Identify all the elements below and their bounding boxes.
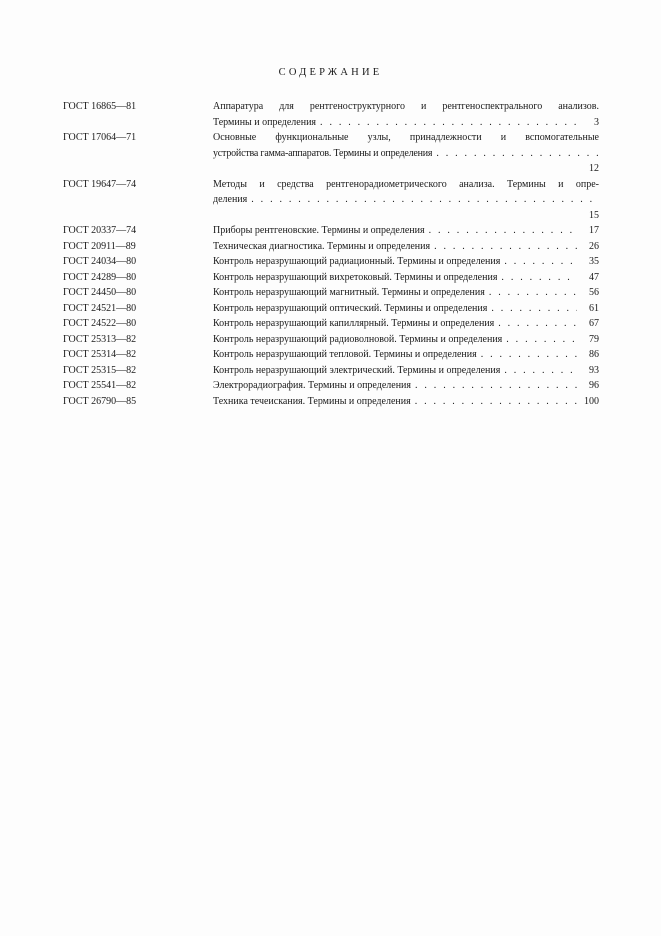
dot-leader: [432, 146, 599, 162]
toc-entry: [63, 394, 599, 410]
table-of-contents: [63, 99, 599, 409]
standard-code: ГОСТ 26790—85: [63, 395, 137, 407]
entry-title-line: Термины и определения: [213, 116, 317, 128]
standard-code: ГОСТ 20337—74: [63, 225, 137, 236]
toc-entry: [63, 285, 599, 301]
standard-code: ГОСТ 25541—82: [63, 380, 137, 391]
entry-title-line: Контроль неразрушающий магнитный. Термины и определения: [213, 287, 485, 298]
page-number: 26: [589, 240, 599, 252]
entry-title-line: Техническая диагностика. Термины и определения: [213, 240, 431, 252]
dot-leader: [425, 223, 577, 239]
dot-leader: [316, 115, 577, 131]
page-number: 35: [589, 256, 599, 267]
entry-title-line: Контроль неразрушающий радиационный. Термины и определения: [213, 256, 501, 267]
entry-title-line: Техника течеискания. Термины и определения: [213, 395, 411, 407]
dot-leader: [477, 347, 577, 363]
page-title: СОДЕРЖАНИЕ: [278, 67, 383, 78]
page-number: 3: [594, 116, 599, 128]
dot-leader: [502, 332, 577, 348]
standard-code: ГОСТ 25315—82: [63, 364, 137, 376]
toc-entry: [63, 177, 599, 224]
dot-leader: [500, 254, 577, 270]
standard-code: ГОСТ 25313—82: [63, 333, 137, 345]
standard-code: ГОСТ 24289—80: [63, 271, 137, 283]
entry-title-line: Методы и средства рентгенорадиометрического анализа. Термины и опре-: [213, 178, 599, 190]
dot-leader: [485, 285, 577, 301]
toc-entry: [63, 332, 599, 348]
page-number: 17: [589, 225, 599, 236]
dot-leader: [411, 378, 577, 394]
entry-title-line: Контроль неразрушающий вихретоковый. Термины и определения: [213, 271, 498, 283]
standard-code: ГОСТ 24450—80: [63, 287, 137, 298]
dot-leader: [411, 394, 577, 410]
entry-title-line: Контроль неразрушающий электрический. Термины и определения: [213, 364, 501, 376]
toc-entry: [63, 223, 599, 239]
toc-entry: [63, 254, 599, 270]
standard-code: ГОСТ 17064—71: [63, 132, 137, 143]
standard-code: ГОСТ 24034—80: [63, 256, 137, 267]
standard-code: ГОСТ 25314—82: [63, 349, 137, 360]
toc-entry: [63, 99, 599, 130]
toc-entry: [63, 130, 599, 177]
toc-entry: [63, 347, 599, 363]
entry-title-line: Приборы рентгеновские. Термины и определения: [213, 225, 425, 236]
page-number: 93: [589, 364, 599, 376]
page-number: 79: [589, 333, 599, 345]
page-number: 61: [589, 302, 599, 314]
page-number: 15: [589, 209, 599, 221]
page-number: 67: [589, 318, 599, 329]
standard-code: ГОСТ 20911—89: [63, 240, 136, 252]
toc-entry: [63, 363, 599, 379]
entry-title-line: Электрорадиография. Термины и определения: [213, 380, 411, 391]
entry-title-line: Основные функциональные узлы, принадлежности и вспомогательные: [213, 132, 599, 143]
standard-code: ГОСТ 24522—80: [63, 318, 137, 329]
dot-leader: [497, 270, 577, 286]
page-number: 47: [589, 271, 599, 283]
dot-leader: [500, 363, 577, 379]
page-number: 96: [589, 380, 599, 391]
entry-title-line: Контроль неразрушающий капиллярный. Термины и определения: [213, 318, 495, 329]
entry-title-line: Контроль неразрушающий тепловой. Термины и определения: [213, 349, 477, 360]
dot-leader: [487, 301, 577, 317]
page-number: 12: [589, 163, 599, 174]
entry-title-line: Аппаратура для рентгеноструктурного и рентгеноспектрального анализов.: [213, 101, 599, 112]
dot-leader: [494, 316, 577, 332]
toc-entry: [63, 316, 599, 332]
toc-entry: [63, 378, 599, 394]
toc-entry: [63, 270, 599, 286]
page-number: 56: [589, 287, 599, 298]
dot-leader: [247, 192, 599, 208]
entry-title-line: Контроль неразрушающий оптический. Термины и определения: [213, 302, 488, 314]
standard-code: ГОСТ 16865—81: [63, 101, 137, 112]
toc-entry: [63, 301, 599, 317]
page-number: 100: [584, 395, 599, 407]
page-number: 86: [589, 349, 599, 360]
entry-title-line: Контроль неразрушающий радиоволновой. Термины и определения: [213, 333, 503, 345]
standard-code: ГОСТ 19647—74: [63, 178, 137, 190]
entry-title-line: деления: [213, 194, 248, 205]
entry-title-line: устройства гамма-аппаратов. Термины и определения: [213, 147, 433, 159]
toc-entry: [63, 239, 599, 255]
dot-leader: [430, 239, 577, 255]
standard-code: ГОСТ 24521—80: [63, 302, 137, 314]
